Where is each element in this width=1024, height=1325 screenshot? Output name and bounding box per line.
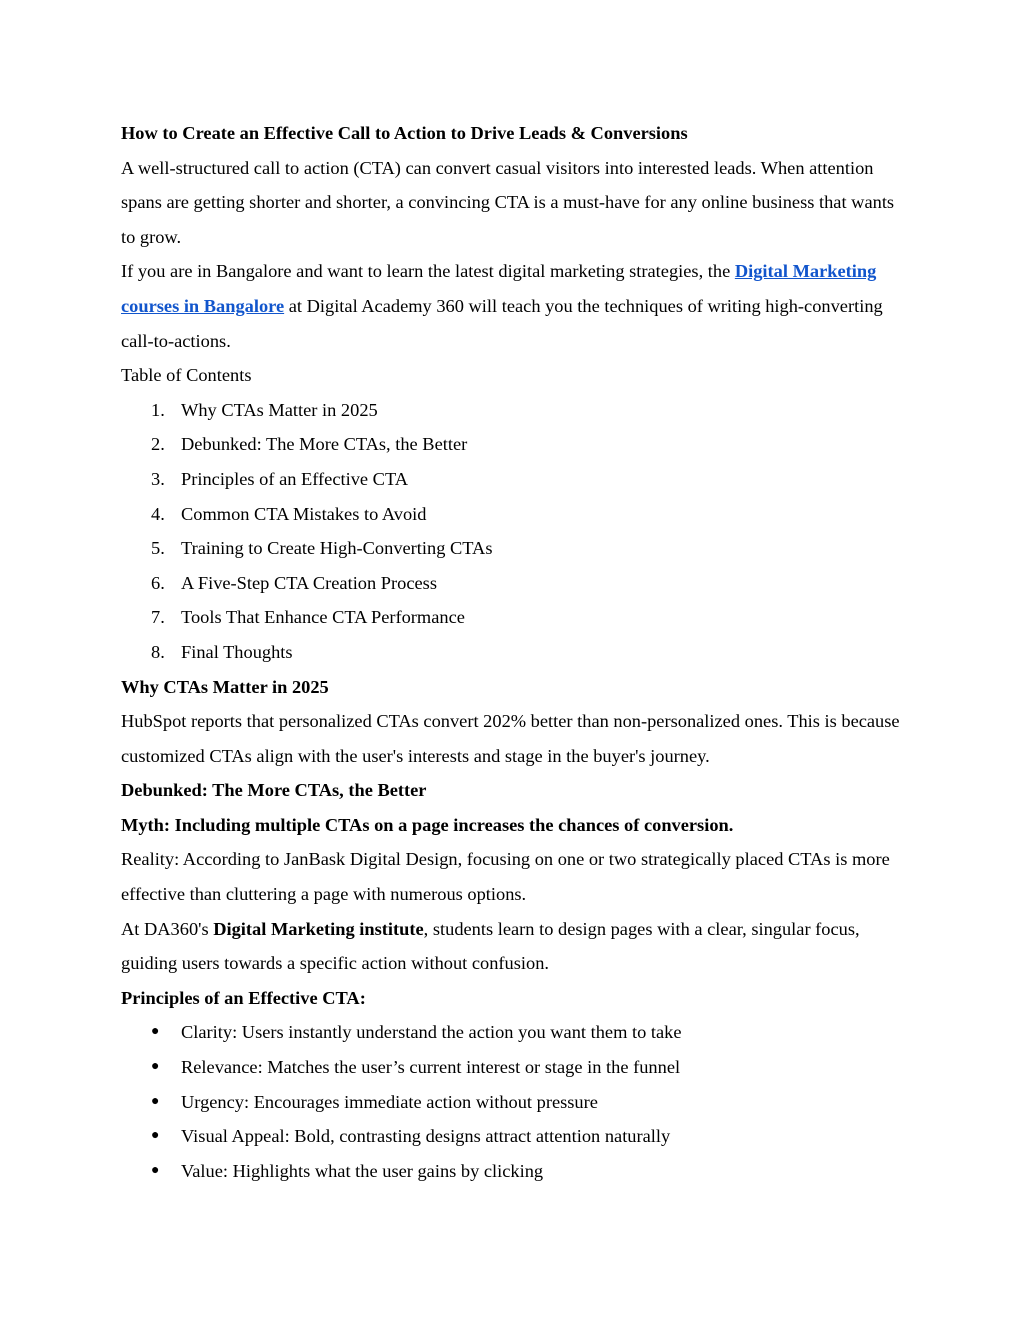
list-item <box>121 1119 907 1154</box>
item-number: 7. <box>151 607 165 628</box>
item-text: Relevance: Matches the user’s current interest or stage in the funnel <box>181 1057 681 1078</box>
item-text: Value: Highlights what the user gains by clicking <box>181 1160 544 1181</box>
toc-list <box>121 393 907 670</box>
item-number: 6. <box>151 572 165 593</box>
item-text: Clarity: Users instantly understand the action you want them to take <box>181 1022 682 1043</box>
item-text: Principles of an Effective CTA <box>181 468 408 489</box>
bullet-icon: ● <box>151 1093 160 1109</box>
item-number: 8. <box>151 641 165 662</box>
bullet-icon: ● <box>151 1128 160 1144</box>
item-text: A Five-Step CTA Creation Process <box>181 572 437 593</box>
item-number: 4. <box>151 503 165 524</box>
toc-item <box>121 462 907 497</box>
document-title: How to Create an Effective Call to Action to Drive Leads & Conversions <box>121 123 688 143</box>
list-item <box>121 1154 907 1189</box>
text: , students learn to design pages with a clear, singular focus, guiding users towards a specific action without confusion. <box>121 918 860 974</box>
principles-list <box>121 1015 907 1188</box>
bullet-icon: ● <box>151 1059 160 1075</box>
item-text: Urgency: Encourages immediate action without pressure <box>181 1091 598 1112</box>
toc-item <box>121 600 907 635</box>
bangalore-paragraph <box>121 254 907 358</box>
item-text: Final Thoughts <box>181 641 293 662</box>
myth-paragraph: Myth: Including multiple CTAs on a page increases the chances of conversion. <box>121 814 734 835</box>
intro-paragraph: A well-structured call to action (CTA) can convert casual visitors into interested leads. When attention spans are getting shorter and shorter, a convincing CTA is a must-have for any online business that wants to grow. <box>121 157 895 247</box>
toc-item <box>121 393 907 428</box>
item-text: Why CTAs Matter in 2025 <box>181 399 378 420</box>
item-text: Visual Appeal: Bold, contrasting designs attract attention naturally <box>181 1126 671 1147</box>
courses-link[interactable]: Digital Marketing courses in Bangalore <box>121 261 877 316</box>
item-number: 1. <box>151 399 165 420</box>
section-heading: Principles of an Effective CTA: <box>121 987 366 1008</box>
item-number: 2. <box>151 434 165 455</box>
bullet-icon: ● <box>151 1024 160 1040</box>
toc-item <box>121 635 907 670</box>
list-item <box>121 1015 907 1050</box>
item-text: Tools That Enhance CTA Performance <box>181 607 465 628</box>
document-page <box>121 116 907 1188</box>
list-item <box>121 1085 907 1120</box>
da360-paragraph <box>121 912 907 981</box>
item-number: 3. <box>151 468 165 489</box>
item-text: Training to Create High-Converting CTAs <box>181 538 493 559</box>
item-text: Debunked: The More CTAs, the Better <box>181 434 468 455</box>
text: If you are in Bangalore and want to learn the latest digital marketing strategies, the <box>121 261 735 282</box>
item-text: Common CTA Mistakes to Avoid <box>181 503 427 524</box>
toc-item <box>121 531 907 566</box>
reality-paragraph: Reality: According to JanBask Digital Design, focusing on one or two strategically placed CTAs is more effective than cluttering a page with numerous options. <box>121 849 890 905</box>
toc-item <box>121 427 907 462</box>
toc-label: Table of Contents <box>121 365 252 386</box>
text: At DA360's <box>121 918 214 939</box>
bold-text: Digital Marketing institute <box>213 918 424 939</box>
paragraph: HubSpot reports that personalized CTAs convert 202% better than non-personalized ones. This is because customized CTAs align with the user's interests and stage in the buyer's journey. <box>121 711 900 766</box>
text: at Digital Academy 360 will teach you the techniques of writing high-converting call-to-actions. <box>121 295 883 351</box>
section-heading: Why CTAs Matter in 2025 <box>121 676 329 697</box>
toc-item <box>121 497 907 532</box>
section-heading: Debunked: The More CTAs, the Better <box>121 780 427 801</box>
bullet-icon: ● <box>151 1162 160 1178</box>
list-item <box>121 1050 907 1085</box>
item-number: 5. <box>151 538 165 559</box>
toc-item <box>121 566 907 601</box>
